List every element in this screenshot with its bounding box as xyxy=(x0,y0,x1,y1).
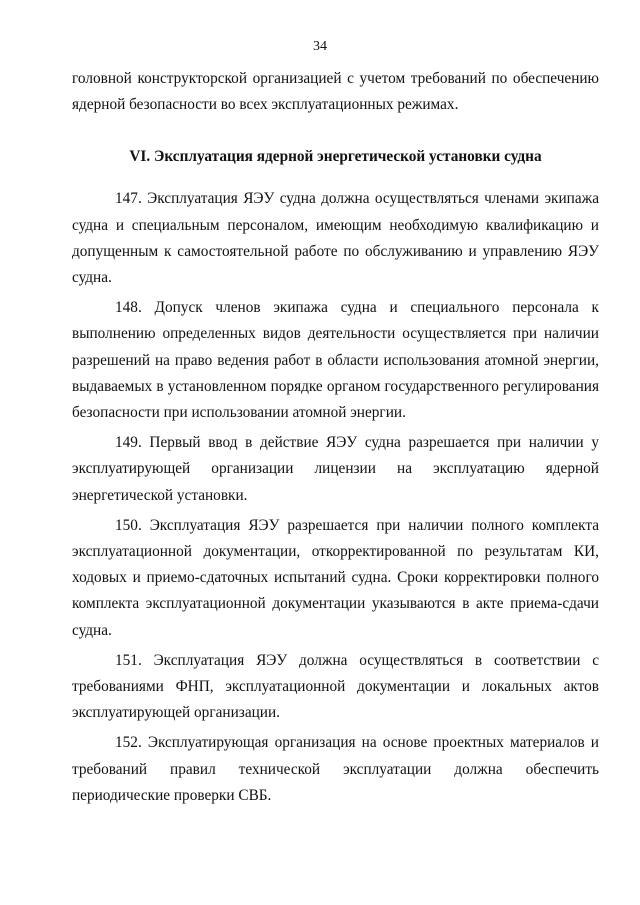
intro-paragraph: головной конструкторской организацией с учетом требований по обеспечению ядерной безопасности во всех эксплуатационных режимах. xyxy=(72,70,599,114)
page-content xyxy=(72,66,599,809)
page-number: 34 xyxy=(313,39,327,54)
paragraph-148: 148. Допуск членов экипажа судна и специального персонала к выполнению определенных видов деятельности осуществляется при наличии разрешений на право ведения работ в области использования атомной энергии, выдаваемых в установленном порядке органом государственного регулирования безопасности при использовании атомной энергии. xyxy=(72,299,599,422)
paragraph-150: 150. Эксплуатация ЯЭУ разрешается при наличии полного комплекта эксплуатационной документации, откорректированной по результатам КИ, ходовых и приемо-сдаточных испытаний судна. Сроки корректировки полного комплекта эксплуатационной документации указываются в акте приема-сдачи судна. xyxy=(72,516,599,639)
paragraph-151: 151. Эксплуатация ЯЭУ должна осуществляться в соответствии с требованиями ФНП, эксплуатационной документации и локальных актов эксплуатирующей организации. xyxy=(72,651,599,722)
paragraph-152: 152. Эксплуатирующая организация на основе проектных материалов и требований правил технической эксплуатации должна обеспечить периодические проверки СВБ. xyxy=(72,734,599,804)
paragraph-149: 149. Первый ввод в действие ЯЭУ судна разрешается при наличии у эксплуатирующей организации лицензии на эксплуатацию ядерной энергетической установки. xyxy=(72,434,599,504)
section-heading: VI. Эксплуатация ядерной энергетической установки судна xyxy=(129,148,542,166)
paragraph-147: 147. Эксплуатация ЯЭУ судна должна осуществляться членами экипажа судна и специальным персоналом, имеющим необходимую квалификацию и допущенным к самостоятельной работе по обслуживанию и управлению ЯЭУ судна. xyxy=(72,190,599,287)
